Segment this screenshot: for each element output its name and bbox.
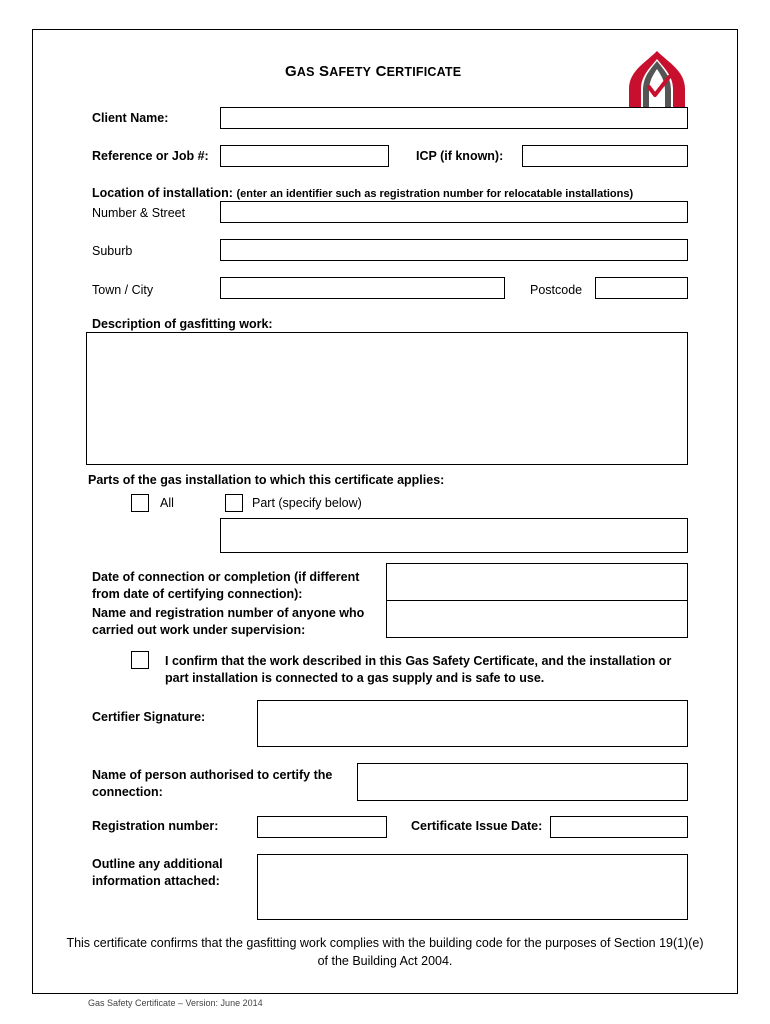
client-name-input[interactable] [220,107,688,129]
confirm-statement: I confirm that the work described in this Gas Safety Certificate, and the installation or part installation is connected to a gas supply and is safe to use. [165,654,672,685]
part-specify-input[interactable] [220,518,688,553]
parts-all-label: All [160,496,174,510]
additional-info-textarea[interactable] [257,854,688,920]
reference-label: Reference or Job #: [92,149,209,163]
description-textarea[interactable] [86,332,688,465]
confirm-checkbox[interactable] [131,651,149,669]
parts-heading: Parts of the gas installation to which this certificate applies: [88,473,445,487]
certifier-signature-box[interactable] [257,700,688,747]
description-label: Description of gasfitting work: [92,317,273,331]
location-hint: (enter an identifier such as registration number for relocatable installations) [236,188,634,200]
suburb-input[interactable] [220,239,688,261]
reference-input[interactable] [220,145,389,167]
supervised-names-input[interactable] [386,600,688,638]
suburb-label: Suburb [92,244,133,258]
parts-part-label: Part (specify below) [252,496,362,510]
location-heading: Location of installation: (enter an identifier such as registration number for relocatable installations) [92,186,634,200]
icp-label: ICP (if known): [416,149,504,163]
additional-info-label: Outline any additional information attached: [92,857,223,888]
authorised-person-input[interactable] [357,763,688,801]
supervised-names-label: Name and registration number of anyone who carried out work under supervision: [92,606,365,637]
icp-input[interactable] [522,145,688,167]
authorised-person-label: Name of person authorised to certify the connection: [92,768,333,799]
town-city-input[interactable] [220,277,505,299]
certifier-signature-label: Certifier Signature: [92,710,206,724]
registration-number-input[interactable] [257,816,387,838]
postcode-label: Postcode [530,283,583,297]
date-connection-label: Date of connection or completion (if different from date of certifying connection): [92,570,360,601]
town-city-label: Town / City [92,283,154,297]
parts-all-checkbox[interactable] [131,494,149,512]
number-street-label: Number & Street [92,206,186,220]
gas-flame-check-logo [625,49,689,111]
page-title: GAS SAFETY CERTIFICATE [285,63,462,80]
issue-date-label: Certificate Issue Date: [411,819,543,833]
postcode-input[interactable] [595,277,688,299]
registration-number-label: Registration number: [92,819,219,833]
number-street-input[interactable] [220,201,688,223]
footer-version: Gas Safety Certificate – Version: June 2014 [88,998,263,1008]
issue-date-input[interactable] [550,816,688,838]
date-connection-input[interactable] [386,563,688,601]
client-name-label: Client Name: [92,111,169,125]
parts-part-checkbox[interactable] [225,494,243,512]
compliance-statement: This certificate confirms that the gasfitting work complies with the building code for the purposes of Section 19(1)(e) of the Building Act 2004. [66,936,704,968]
